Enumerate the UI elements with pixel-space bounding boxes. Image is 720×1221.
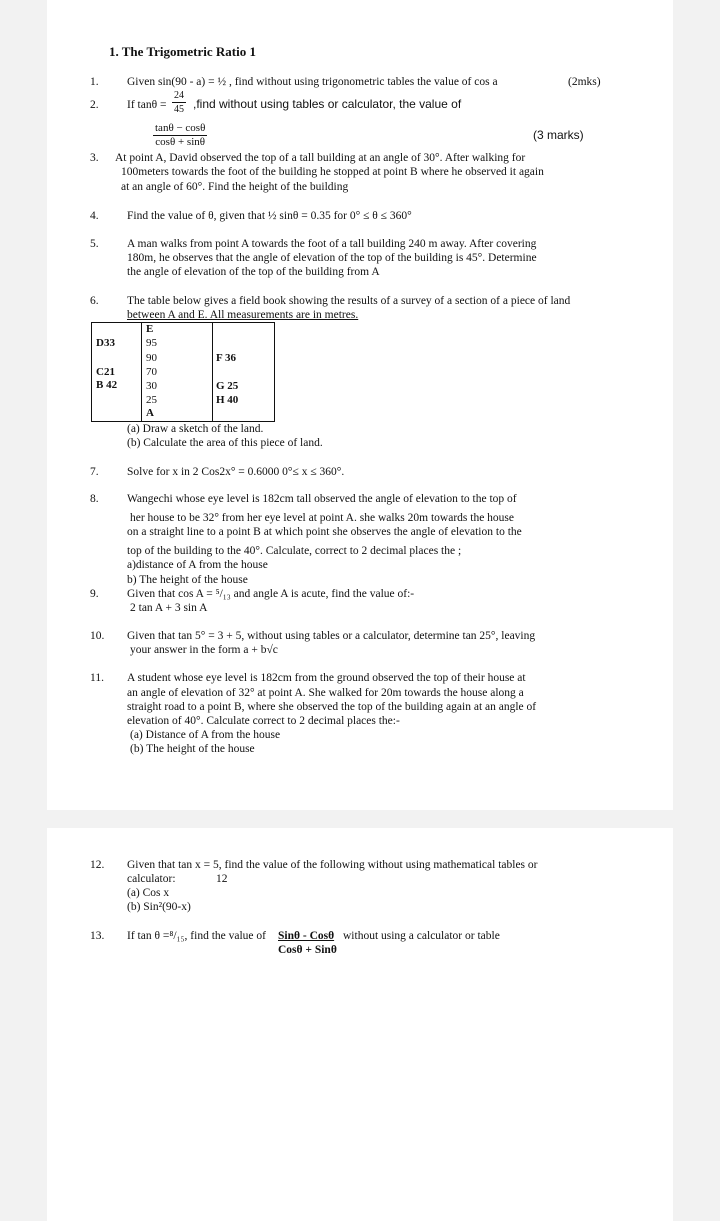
- q12-line1: Given that tan x = 5, find the value of the following without using mathematical tables or: [127, 859, 538, 871]
- page-1: [47, 0, 673, 810]
- table-mid-1: 90: [146, 352, 157, 364]
- q9-line1: Given that cos A = ⁵/₁₃ and angle A is acute, find the value of:-: [127, 588, 415, 600]
- q13-number: 13.: [90, 930, 105, 942]
- q11-line1: A student whose eye level is 182cm from the ground observed the top of their house at: [127, 672, 526, 684]
- q6-line1: The table below gives a field book showing the results of a survey of a section of a piece of land: [127, 295, 571, 307]
- q11-line2: an angle of elevation of 32° at point A. She walked for 20m towards the house along a: [127, 687, 524, 699]
- q5-line2: 180m, he observes that the angle of elevation of the top of the building is 45°. Determine: [127, 252, 537, 264]
- q1-marks: (2mks): [568, 76, 601, 88]
- q5-line1: A man walks from point A towards the foot of a tall building 240 m away. After covering: [127, 238, 537, 250]
- q4-number: 4.: [90, 210, 99, 222]
- q13-post: without using a calculator or table: [343, 930, 500, 942]
- table-mid-3: 30: [146, 380, 157, 392]
- table-right-2: H 40: [216, 394, 239, 406]
- q12-part-b: (b) Sin²(90-x): [127, 901, 191, 913]
- q6-part-a: (a) Draw a sketch of the land.: [127, 423, 264, 435]
- q6-part-b: (b) Calculate the area of this piece of land.: [127, 437, 323, 449]
- table-mid-4: 25: [146, 394, 157, 406]
- q2-fraction: [172, 89, 186, 116]
- table-top-E: E: [146, 323, 154, 335]
- q11-line6: (b) The height of the house: [130, 743, 255, 755]
- q1-text: Given sin(90 - a) = ½ , find without using trigonometric tables the value of cos a: [127, 76, 498, 88]
- q10-number: 10.: [90, 630, 105, 642]
- q8-line5: a)distance of A from the house: [127, 559, 268, 571]
- q11-line3: straight road to a point B, where she observed the top of the building again at an angle of: [127, 701, 537, 713]
- q9-number: 9.: [90, 588, 99, 600]
- q8-line3: on a straight line to a point B at which point she observes the angle of elevation to the: [127, 526, 522, 538]
- page-2: [47, 828, 673, 1221]
- table-mid-2: 70: [146, 366, 157, 378]
- q2-text: ,find without using tables or calculator, the value of: [193, 97, 462, 111]
- q2-frac-den: 45: [174, 104, 184, 115]
- q2-pre: If tanθ =: [127, 99, 167, 111]
- q7-text: Solve for x in 2 Cos2x° = 0.6000 0°≤ x ≤ 360°.: [127, 466, 345, 478]
- q5-line3: the angle of elevation of the top of the building from A: [127, 266, 380, 278]
- q11-line5: (a) Distance of A from the house: [130, 729, 281, 741]
- q12-denominator: 12: [216, 873, 228, 885]
- q8-number: 8.: [90, 493, 99, 505]
- q8-line4: top of the building to the 40°. Calculate, correct to 2 decimal places the ;: [127, 545, 462, 557]
- table-left-2: B 42: [96, 379, 118, 391]
- q12-number: 12.: [90, 859, 105, 871]
- field-book-table: [91, 322, 275, 422]
- q7-number: 7.: [90, 466, 99, 478]
- q3-number: 3.: [90, 152, 99, 164]
- table-left-0: D33: [96, 337, 115, 349]
- q2-marks: (3 marks): [533, 128, 584, 142]
- q13-expr-num: Sinθ - Cosθ: [278, 930, 335, 942]
- q13-expr-den: Cosθ + Sinθ: [278, 944, 337, 956]
- table-right-0: F 36: [216, 352, 237, 364]
- q12-line2: calculator:: [127, 873, 176, 885]
- q10-line2: your answer in the form a + b√c: [130, 644, 278, 656]
- q2-number: 2.: [90, 99, 99, 111]
- table-divider-right: [212, 322, 213, 421]
- q12-part-a: (a) Cos x: [127, 887, 170, 899]
- q1-number: 1.: [90, 76, 99, 88]
- q2-frac-num: 24: [174, 90, 184, 101]
- q3-line2: 100meters towards the foot of the building he stopped at point B where he observed it again: [121, 166, 544, 178]
- q9-line2: 2 tan A + 3 sin A: [130, 602, 208, 614]
- q8-line2: her house to be 32° from her eye level at point A. she walks 20m towards the house: [130, 512, 515, 524]
- table-mid-0: 95: [146, 337, 157, 349]
- q2-expr-den: cosθ + sinθ: [155, 136, 206, 148]
- q8-line1: Wangechi whose eye level is 182cm tall observed the angle of elevation to the top of: [127, 493, 517, 505]
- page-title: 1. The Trigometric Ratio 1: [109, 44, 256, 59]
- q6-number: 6.: [90, 295, 99, 307]
- q13-pre: If tan θ =⁸/₁₅, find the value of: [127, 930, 266, 942]
- q2-expr-num: tanθ − cosθ: [155, 122, 206, 134]
- table-left-1: C21: [96, 366, 115, 378]
- q3-line1: At point A, David observed the top of a tall building at an angle of 30°. After walking for: [115, 152, 526, 164]
- q3-line3: at an angle of 60°. Find the height of the building: [121, 181, 349, 193]
- table-right-1: G 25: [216, 380, 239, 392]
- table-bottom-A: A: [146, 407, 154, 419]
- q11-line4: elevation of 40°. Calculate correct to 2 decimal places the:-: [127, 715, 400, 727]
- q2-expression: [153, 122, 207, 149]
- q4-text: Find the value of θ, given that ½ sinθ = 0.35 for 0° ≤ θ ≤ 360°: [127, 210, 412, 222]
- q5-number: 5.: [90, 238, 99, 250]
- q8-line6: b) The height of the house: [127, 574, 248, 586]
- q6-line2: between A and E. All measurements are in metres.: [127, 309, 359, 321]
- table-divider-left: [141, 322, 142, 421]
- q10-line1: Given that tan 5° = 3 + 5, without using tables or a calculator, determine tan 25°, leaving: [127, 630, 536, 642]
- q11-number: 11.: [90, 672, 104, 684]
